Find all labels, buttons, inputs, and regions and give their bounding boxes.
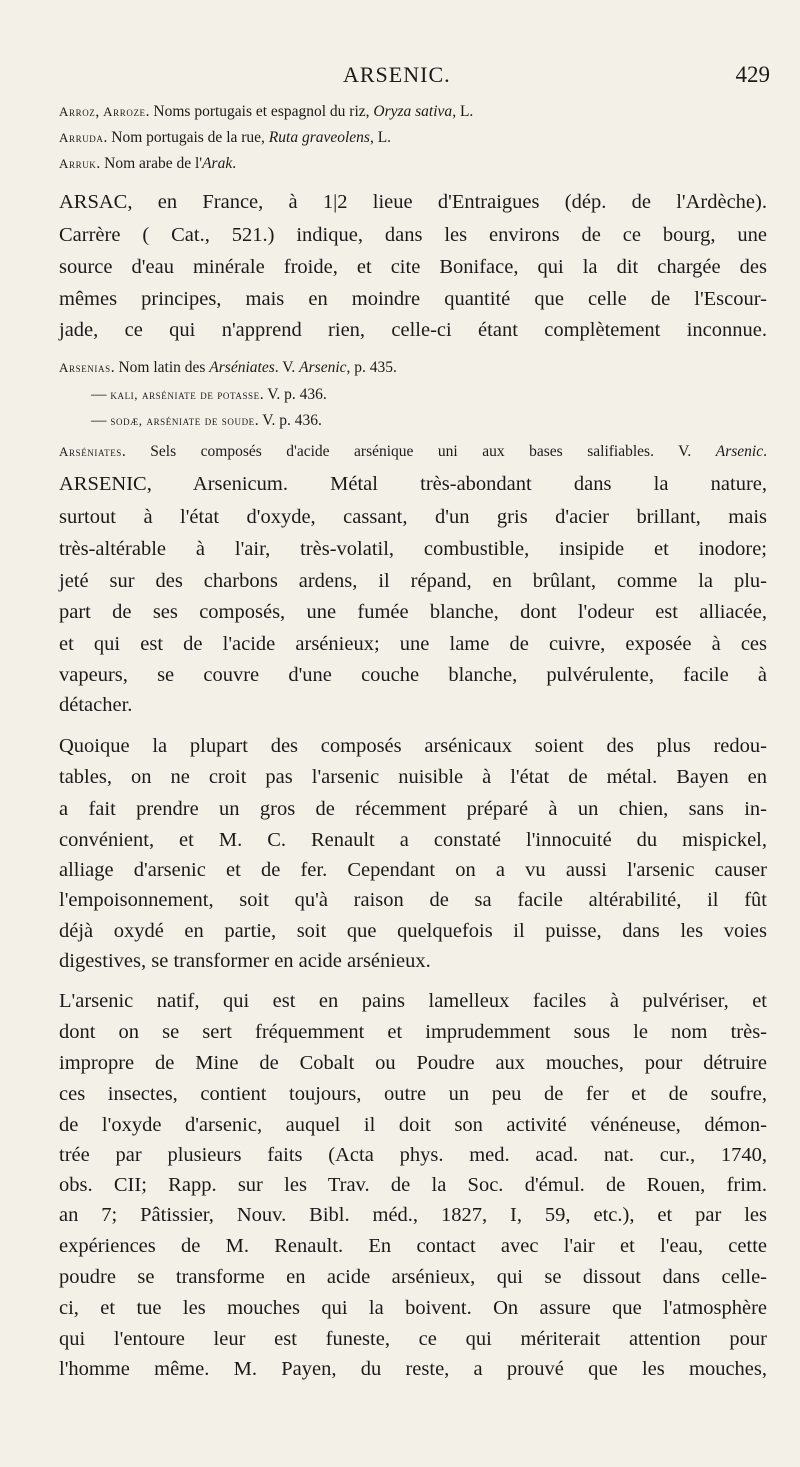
text-line: trée par plusieurs faits (Acta phys. med. acad. nat. cur., 1740, — [59, 1144, 767, 1166]
text-line: impropre de Mine de Cobalt ou Poudre aux mouches, pour détruire — [59, 1052, 767, 1074]
entry-italic: Arséniates — [209, 359, 275, 376]
entry-head: Arroz — [59, 104, 96, 119]
entry-text: . Nom arabe de l' — [96, 155, 203, 172]
text-line: poudre se transforme en acide arsénieux, qui se dissout dans celle- — [59, 1266, 767, 1288]
entry-head: Arruda — [59, 130, 104, 145]
entry-arsenias — [59, 359, 397, 377]
text-line: an 7; Pâtissier, Nouv. Bibl. méd., 1827, I, 59, etc.), et par les — [59, 1204, 767, 1226]
entry-text: . — [232, 155, 237, 172]
text-line: digestives, se transformer en acide arsénieux. — [59, 950, 431, 972]
entry-dash: — — [91, 412, 111, 429]
text-line: et qui est de l'acide arsénieux; une lame de cuivre, exposée à ces — [59, 633, 767, 655]
entry-head: Arroze — [103, 104, 146, 119]
text-line: Carrère ( Cat., 521.) indique, dans les environs de ce bourg, une — [59, 224, 767, 246]
text-line: l'homme même. M. Payen, du reste, a prouvé que les mouches, — [59, 1358, 767, 1380]
text-line: part de ses composés, une fumée blanche, dont l'odeur est alliacée, — [59, 601, 767, 623]
text-line: tables, on ne croit pas l'arsenic nuisible à l'état de métal. Bayen en — [59, 766, 767, 788]
text-line: très-altérable à l'air, très-volatil, combustible, insipide et inodore; — [59, 538, 767, 560]
entry-italic: Arak — [202, 155, 233, 172]
entry-arsenias-sodae — [91, 412, 322, 430]
entry-head: Arsenias — [59, 360, 111, 375]
entry-head: sodæ, arséniate de soude — [110, 413, 255, 428]
text-line: ces insectes, contient toujours, outre un peu de fer et de soufre, — [59, 1083, 767, 1105]
entry-arruk — [59, 155, 236, 173]
text-line: jade, ce qui n'apprend rien, celle-ci étant complètement inconnue. — [59, 319, 767, 341]
entry-text: , — [95, 103, 104, 120]
entry-text: . Noms portugais et espagnol du riz, — [145, 103, 374, 120]
text-line: de l'oxyde d'arsenic, auquel il doit son activité vénéneuse, démon- — [59, 1114, 767, 1136]
text-line: a fait prendre un gros de récemment préparé à un chien, sans in- — [59, 798, 767, 820]
entry-italic: Arsenic — [299, 359, 347, 376]
text-line: convénient, et M. C. Renault a constaté l'innocuité du mispickel, — [59, 829, 767, 851]
entry-arruda — [59, 129, 391, 147]
text-line: mêmes principes, mais en moindre quantité que celle de l'Escour- — [59, 288, 767, 310]
entry-head: Arruk — [59, 156, 97, 171]
text-line: jeté sur des charbons ardens, il répand, en brûlant, comme la plu- — [59, 570, 767, 592]
text-line: Quoique la plupart des composés arsénicaux soient des plus redou- — [59, 735, 767, 757]
entry-arseniates — [59, 443, 767, 461]
entry-text: , L. — [452, 103, 474, 120]
text-line: alliage d'arsenic et de fer. Cependant on a vu aussi l'arsenic causer — [59, 859, 767, 881]
entry-text: . V. p. 436. — [254, 412, 322, 429]
entry-dash: — — [91, 386, 111, 403]
entry-text: , p. 435. — [346, 359, 397, 376]
text-line: L'arsenic natif, qui est en pains lamelleux faciles à pulvériser, et — [59, 990, 767, 1012]
entry-italic: Ruta graveolens — [268, 129, 370, 146]
entry-text: , L. — [369, 129, 392, 146]
entry-text: . Nom latin des — [110, 359, 210, 376]
text-line: ci, et tue les mouches qui la boivent. On assure que l'atmosphère — [59, 1297, 767, 1319]
text-line: déjà oxydé en partie, soit que quelquefois il puisse, dans les voies — [59, 920, 767, 942]
entry-head: Arséniates — [59, 444, 122, 459]
text-line: l'empoisonnement, soit qu'à raison de sa facile altérabilité, il fût — [59, 889, 767, 911]
entry-text: . V. p. 436. — [259, 386, 327, 403]
entry-text: . — [763, 443, 767, 460]
text-line: source d'eau minérale froide, et cite Boniface, qui la dit chargée des — [59, 256, 767, 278]
entry-text: . Sels composés d'acide arsénique uni aux bases salifiables. V. — [121, 443, 716, 460]
entry-arsenias-kali — [91, 386, 327, 404]
page-header — [0, 58, 800, 92]
text-line: vapeurs, se couvre d'une couche blanche, pulvérulente, facile à — [59, 664, 767, 686]
entry-arroz — [59, 103, 473, 121]
running-title: ARSENIC. — [343, 62, 451, 87]
text-line: détacher. — [59, 694, 133, 716]
text-line: ARSENIC, Arsenicum. Métal très-abondant dans la nature, — [59, 473, 767, 495]
text-line: expériences de M. Renault. En contact avec l'air et l'eau, cette — [59, 1235, 767, 1257]
entry-text: . V. — [274, 359, 300, 376]
entry-italic: Arsenic — [715, 443, 764, 460]
entry-italic: Oryza sativa — [373, 103, 453, 120]
text-line: dont on se sert fréquemment et imprudemment sous le nom très- — [59, 1021, 767, 1043]
entry-head: kali, arséniate de potasse — [110, 387, 260, 402]
entry-text: . Nom portugais de la rue, — [103, 129, 269, 146]
text-line: ARSAC, en France, à 1|2 lieue d'Entraigues (dép. de l'Ardèche). — [59, 191, 767, 213]
text-line: surtout à l'état d'oxyde, cassant, d'un gris d'acier brillant, mais — [59, 506, 767, 528]
page-number: 429 — [735, 62, 770, 87]
text-line: obs. CII; Rapp. sur les Trav. de la Soc. d'émul. de Rouen, frim. — [59, 1174, 767, 1196]
text-line: qui l'entoure leur est funeste, ce qui mériterait attention pour — [59, 1328, 767, 1350]
